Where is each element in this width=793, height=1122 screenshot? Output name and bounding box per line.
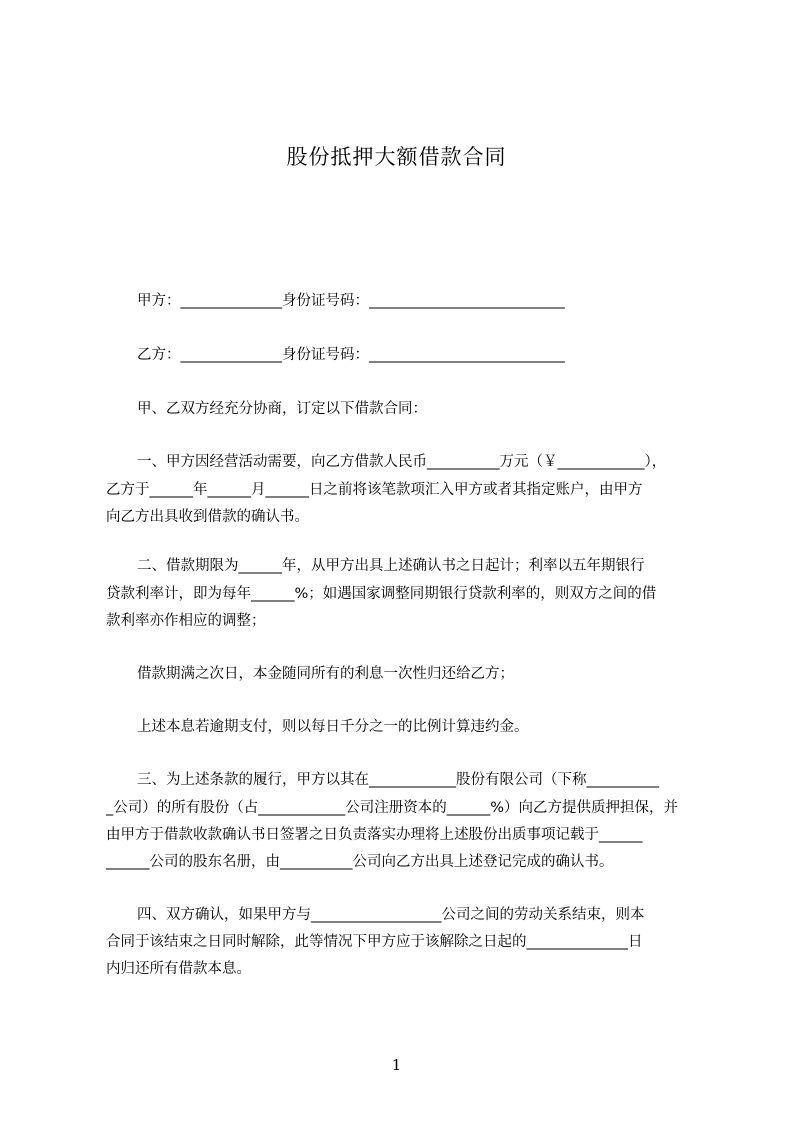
- clause-1-line-1: 一、甲方因经营活动需要，向乙方借款人民币__________万元（￥____________），: [137, 454, 667, 470]
- clause-1-line-2: 乙方于______年______月______日之前将该笔款项汇入甲方或者其指定账户，由甲方: [106, 482, 643, 498]
- document-title: 股份抵押大额借款合同: [286, 145, 507, 169]
- clause-2-line-1: 二、借款期限为______年，从甲方出具上述确认书之日起计；利率以五年期银行: [137, 558, 645, 574]
- clause-4-line-3: 内归还所有借款本息。: [106, 961, 251, 977]
- intro-paragraph: 甲、乙双方经充分协商，订定以下借款合同：: [137, 401, 427, 417]
- clause-2-line-3: 款利率亦作相应的调整；: [106, 613, 266, 629]
- clause-1-line-3: 向乙方出具收到借款的确认书。: [106, 509, 309, 525]
- clause-3-line-3: 由甲方于借款收款确认书日签署之日负责落实办理将上述股份出质事项记载于______: [106, 827, 643, 843]
- clause-4-line-2: 合同于该结束之日同时解除，此等情况下甲方应于该解除之日起的______________日: [106, 934, 643, 950]
- party-b-line: 乙方：______________身份证号码：___________________________: [137, 347, 565, 363]
- clause-2-maturity: 借款期满之次日，本金随同所有的利息一次性归还给乙方；: [137, 666, 514, 682]
- clause-3-line-1: 三、为上述条款的履行，甲方以其在____________股份有限公司（下称__________: [137, 772, 659, 788]
- clause-4-line-1: 四、双方确认，如果甲方与__________________公司之间的劳动关系结束，则本: [137, 907, 645, 923]
- clause-3-line-4: ______公司的股东名册，由__________公司向乙方出具上述登记完成的确认书。: [106, 854, 614, 870]
- clause-3-line-2: _公司）的所有股份（占____________公司注册资本的______%）向乙方提供质押担保，并: [106, 800, 679, 816]
- party-a-line: 甲方：______________身份证号码：___________________________: [137, 293, 565, 309]
- clause-2-penalty: 上述本息若逾期支付，则以每日千分之一的比例计算违约金。: [137, 719, 529, 735]
- clause-2-line-2: 贷款利率计，即为每年______%；如遇国家调整同期银行贷款利率的，则双方之间的借: [106, 586, 657, 602]
- page-number: 1: [391, 1056, 402, 1074]
